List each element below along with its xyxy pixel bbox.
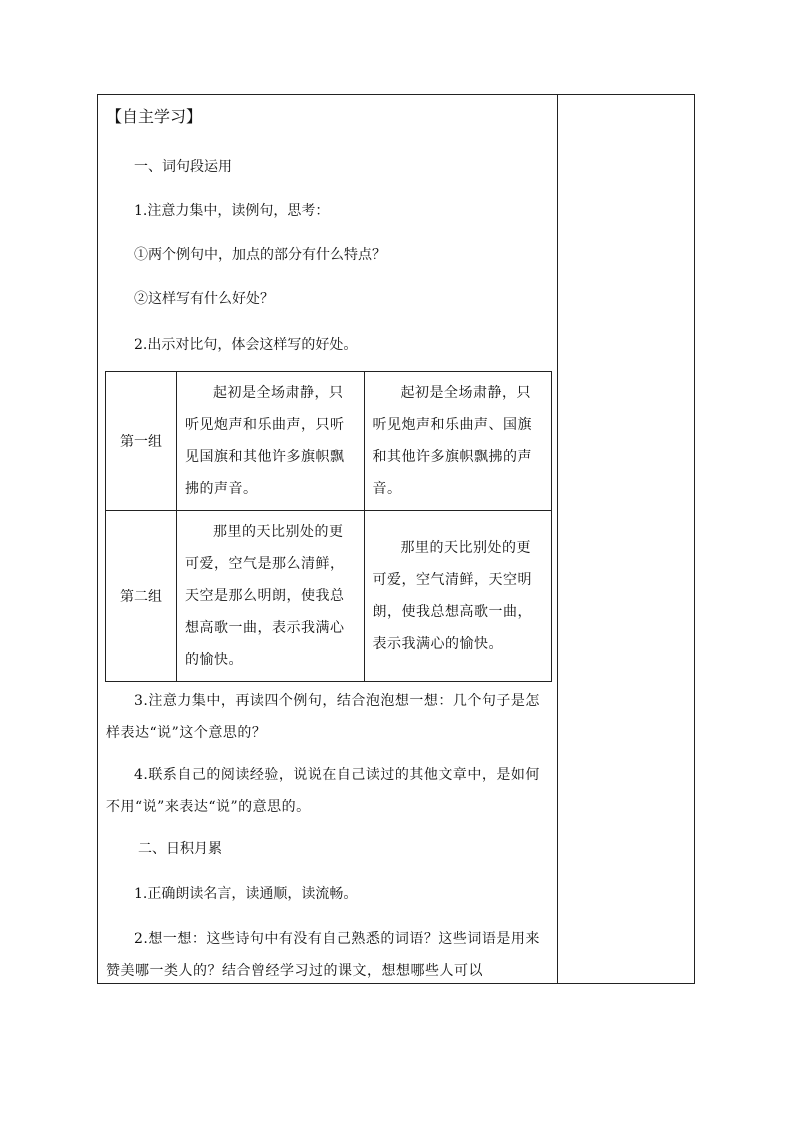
worksheet-table [97, 94, 695, 984]
contrast-sentence-cell [364, 372, 552, 511]
question-4: 4.联系自己的阅读经验，说说在自己读过的其他文章中，是如何不用“说”来表达“说”的意思的。 [106, 767, 540, 815]
table-row [106, 372, 552, 511]
section-title: 【自主学习】 [106, 107, 203, 126]
table-row [106, 511, 552, 682]
row-label: 第一组 [106, 372, 177, 511]
row-label: 第二组 [106, 511, 177, 682]
comparison-table [105, 371, 552, 682]
part1-heading: 一、词句段运用 [134, 159, 232, 175]
contrast-sentence: 起初是全场肃静，只听见炮声和乐曲声、国旗和其他许多旗帜飘拂的声音。 [372, 385, 532, 497]
question-3: 3.注意力集中，再读四个例句，结合泡泡想一想：几个句子是怎样表达“说”这个意思的？ [106, 693, 540, 741]
contrast-sentence: 那里的天比别处的更可爱，空气清鲜，天空明朗，使我总想高歌一曲，表示我满心的愉快。 [372, 540, 532, 652]
example-sentence-cell [177, 511, 365, 682]
example-sentence: 起初是全场肃静，只听见炮声和乐曲声，只听见国旗和其他许多旗帜飘拂的声音。 [185, 385, 345, 497]
question-2: 2.出示对比句，体会这样写的好处。 [134, 337, 358, 353]
question-1b: ②这样写有什么好处？ [134, 291, 274, 307]
example-sentence: 那里的天比别处的更可爱，空气是那么清鲜，天空是那么明朗，使我总想高歌一曲，表示我满心的愉快。 [185, 524, 345, 668]
contrast-sentence-cell [364, 511, 552, 682]
example-sentence-cell [177, 372, 365, 511]
part2-question-1: 1.正确朗读名言，读通顺，读流畅。 [134, 886, 358, 902]
part2-question-2: 2.想一想：这些诗句中有没有自己熟悉的词语？这些词语是用来赞美哪一类人的？结合曾经学习过的课文，想想哪些人可以 [106, 931, 540, 979]
question-1a: ①两个例句中，加点的部分有什么特点？ [134, 247, 386, 263]
self-study-column [98, 95, 557, 983]
question-1: 1.注意力集中，读例句，思考： [134, 203, 330, 219]
part2-heading: 二、日积月累 [138, 841, 222, 857]
column-divider [557, 95, 558, 983]
